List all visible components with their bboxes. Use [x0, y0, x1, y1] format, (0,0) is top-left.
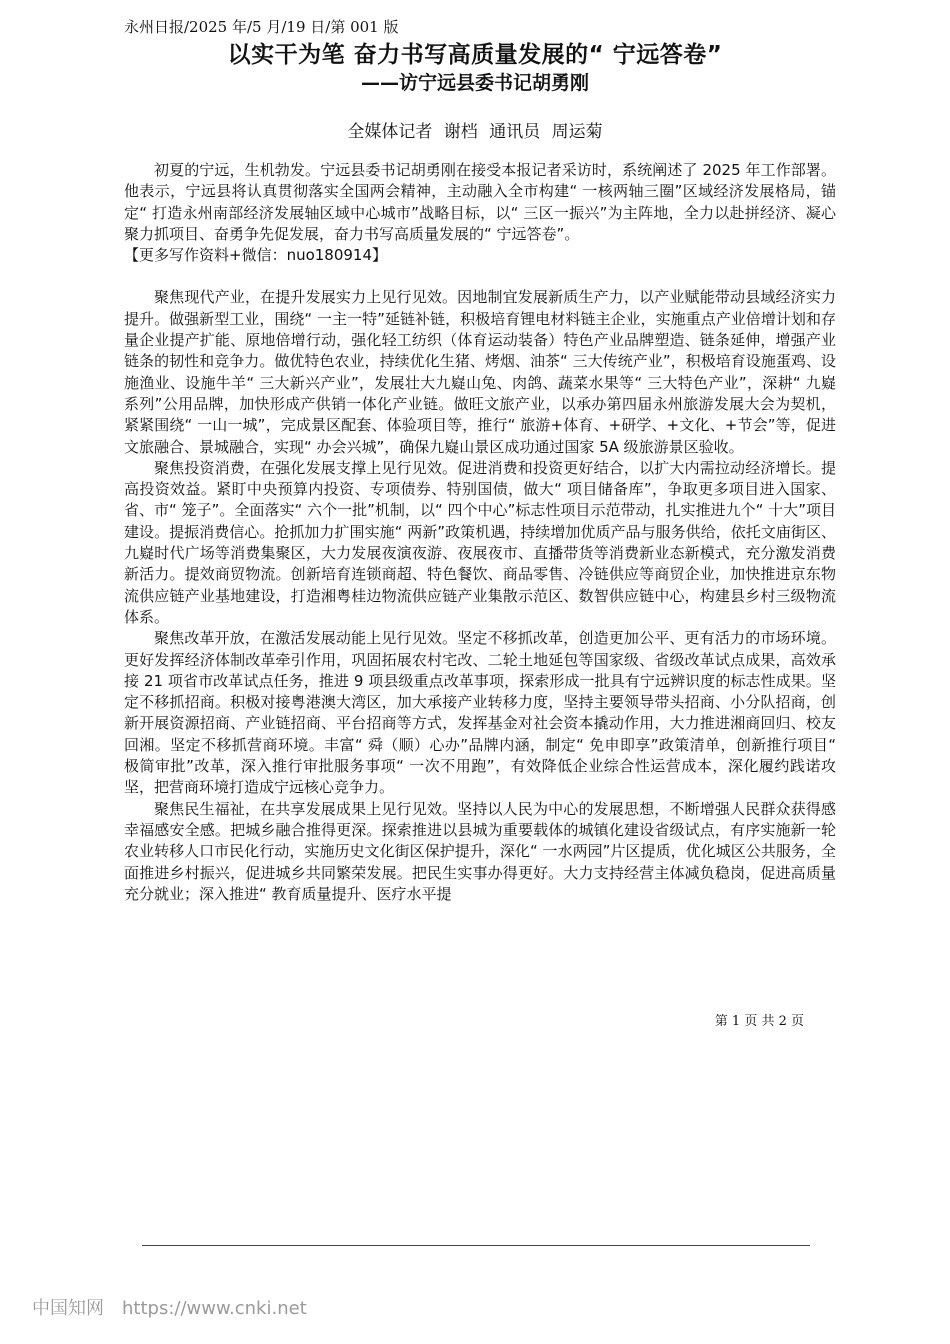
- article-subtitle: ——访宁远县委书记胡勇刚: [360, 72, 589, 94]
- byline: 全媒体记者 谢档 通讯员 周运菊: [347, 122, 603, 142]
- paragraph-investment: 聚焦投资消费，在强化发展支撑上见行见效。促进消费和投资更好结合，以扩大内需拉动经济增长。提高投资效益。紧盯中央预算内投资、专项债券、特别国债，做大“ 项目储备库”，争取更多项目进入国家、省、市“ 笼子”。全面落实“ 六个一批”机制，以“ 四个中心”标志性项目示范带动，扎实推进九个“ 十大”项目建设。提振消费信心。抢抓加力扩围实施“ 两新”政策机遇，持续增加优质产品与服务供给，依托文庙街区、九嶷时代广场等消费集聚区，大力发展夜演夜游、夜展夜市、直播带货等消费新业态新模式，充分激发消费新活力。提效商贸物流。创新培育连锁商超、特色餐饮、商品零售、冷链供应等商贸企业，加快推进京东物流供应链产业基地建设，打造湘粤桂边物流供应链产业集散示范区、数智供应链中心，构建县乡村三级物流体系。: [124, 458, 836, 626]
- paragraph-industry: 聚焦现代产业，在提升发展实力上见行见效。因地制宜发展新质生产力，以产业赋能带动县域经济实力提升。做强新型工业，围绕“ 一主一特”延链补链，积极培育锂电材料链主企业，实施重点产业倍增计划和存量企业提产扩能、原地倍增行动，强化轻工纺织（体育运动装备）特色产业品牌塑造、链条延伸，增强产业链条的韧性和竞争力。做优特色农业，持续优化生猪、烤烟、油茶“ 三大传统产业”，积极培育设施蛋鸡、设施渔业、设施牛羊“ 三大新兴产业”，发展壮大九嶷山兔、肉鸽、蔬菜水果等“ 三大特色产业”，深耕“ 九嶷系列”公用品牌，加快形成产供销一体化产业链。做旺文旅产业，以承办第四届永州旅游发展大会为契机，紧紧围绕“ 一山一城”，完成景区配套、体验项目等，推行“ 旅游+体育、+研学、+文化、+节会”等，促进文旅融合、景城融合，实现“ 办会兴城”，确保九嶷山景区成功通过国家 5A 级旅游景区验收。: [124, 288, 836, 456]
- watermark-url: https://www.cnki.net: [122, 1298, 307, 1319]
- cnki-watermark: [32, 1294, 325, 1320]
- issue-info: 永州日报/2025 年/5 月/19 日/第 001 版: [124, 18, 399, 36]
- article-body: [124, 160, 836, 905]
- article-title: 以实干为笔 奋力书写高质量发展的“ 宁远答卷”: [227, 42, 723, 68]
- promo-line: 【更多写作资料+微信：nuo180914】: [124, 246, 388, 265]
- watermark-brand: 中国知网: [32, 1298, 104, 1319]
- paragraph-reform: 聚焦改革开放，在激活发展动能上见行见效。坚定不移抓改革，创造更加公平、更有活力的市场环境。更好发挥经济体制改革牵引作用，巩固拓展农村宅改、二轮土地延包等国家级、省级改革试点成果，高效承接 21 项省市改革试点任务，推进 9 项县级重点改革事项，探索形成一批具有宁远辨识度的标志性成果。坚定不移抓招商。积极对接粤港澳大湾区，加大承接产业转移力度，坚持主要领导带头招商、小分队招商，创新开展资源招商、产业链招商、平台招商等方式，发挥基金对社会资本撬动作用，大力推进湘商回归、校友回湘。坚定不移抓营商环境。丰富“ 舜（顺）心办”品牌内涵，制定“ 免申即享”政策清单，创新推行项目“ 极简审批”改革，深入推行审批服务事项“ 一次不用跑”，有效降低企业综合性运营成本，深化履约践诺攻坚，把营商环境打造成宁远核心竞争力。: [124, 629, 836, 797]
- paragraph-livelihood: 聚焦民生福祉，在共享发展成果上见行见效。坚持以人民为中心的发展思想，不断增强人民群众获得感幸福感安全感。把城乡融合推得更深。探索推进以县城为重要载体的城镇化建设省级试点，有序实施新一轮农业转移人口市民化行动，实施历史文化街区保护提升，深化“ 一水两园”片区提质，优化城区公共服务，全面推进乡村振兴，促进城乡共同繁荣发展。把民生实事办得更好。大力支持经营主体减负稳岗，促进高质量充分就业；深入推进“ 教育质量提升、医疗水平提: [124, 799, 836, 903]
- page-number: 第 1 页 共 2 页: [714, 1014, 804, 1029]
- footer-divider: [142, 1245, 810, 1246]
- intro-paragraph: 初夏的宁远，生机勃发。宁远县委书记胡勇刚在接受本报记者采访时，系统阐述了 2025 年工作部署。他表示，宁远县将认真贯彻落实全国两会精神，主动融入全市构建“ 一核两轴三圈”区域经济发展格局，锚定“ 打造永州南部经济发展轴区域中心城市”战略目标，以“ 三区一振兴”为主阵地，全力以赴拼经济、凝心聚力抓项目、奋勇争先促发展，奋力书写高质量发展的“ 宁远答卷”。: [124, 161, 836, 243]
